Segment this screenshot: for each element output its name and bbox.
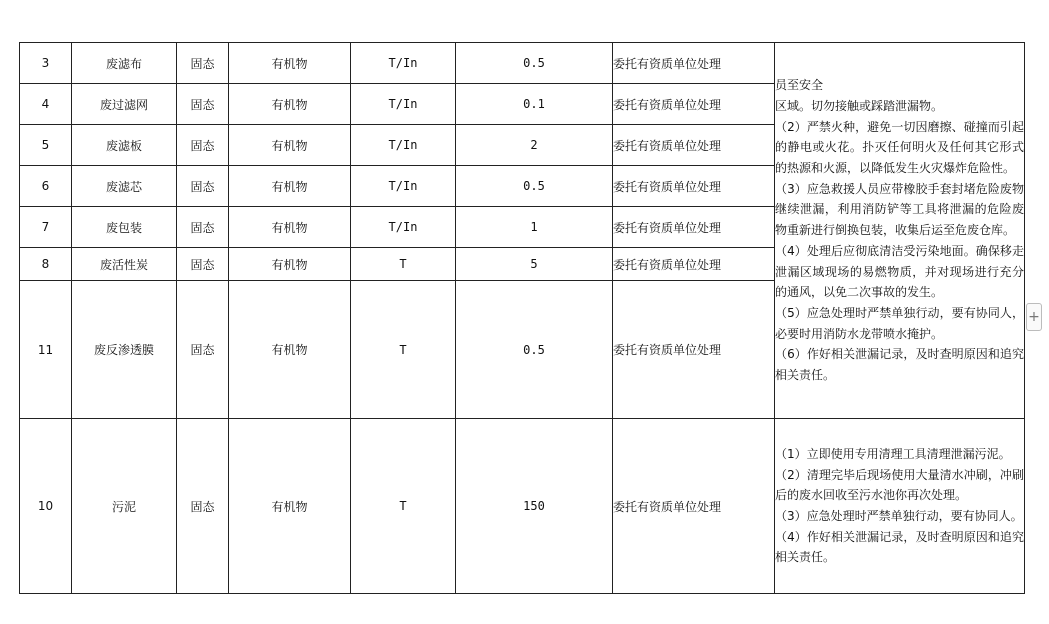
table-row [20,43,1025,84]
waste-type: 有机物 [229,207,351,248]
waste-name: 废过滤网 [72,84,177,125]
hazard-property: T/In [351,84,456,125]
disposal-method: 委托有资质单位处理 [613,248,775,281]
disposal-method: 委托有资质单位处理 [613,419,775,594]
disposal-method: 委托有资质单位处理 [613,166,775,207]
waste-type: 有机物 [229,43,351,84]
measure-line: （1）立即使用专用清理工具清理泄漏污泥。 [775,446,1011,461]
waste-name: 污泥 [72,419,177,594]
row-number: 3 [20,43,72,84]
waste-type: 有机物 [229,125,351,166]
disposal-method: 委托有资质单位处理 [613,84,775,125]
measure-line: （3）应急处理时严禁单独行动，要有协同人。 [775,509,1023,523]
hazard-property: T [351,248,456,281]
emergency-measures-cell [775,43,1025,419]
row-number: 4 [20,84,72,125]
row-number: 10 [20,419,72,594]
hazard-property: T/In [351,207,456,248]
quantity: 0.5 [456,43,613,84]
waste-name: 废包装 [72,207,177,248]
quantity: 5 [456,248,613,281]
measure-line: （2）清理完毕后现场使用大量清水冲刷，冲刷后的废水回收至污水池你再次处理。 [775,467,1024,503]
hazard-property: T [351,281,456,419]
row-number: 8 [20,248,72,281]
waste-form: 固态 [177,248,229,281]
waste-type: 有机物 [229,248,351,281]
row-number: 7 [20,207,72,248]
disposal-method: 委托有资质单位处理 [613,281,775,419]
waste-form: 固态 [177,43,229,84]
waste-form: 固态 [177,207,229,248]
waste-form: 固态 [177,281,229,419]
waste-type: 有机物 [229,84,351,125]
hazardous-waste-table [19,42,1025,594]
measure-line: （4）作好相关泄漏记录，及时查明原因和追究相关责任。 [775,529,1024,565]
sludge-measures-cell [775,419,1025,594]
quantity: 2 [456,125,613,166]
hazard-property: T/In [351,166,456,207]
disposal-method: 委托有资质单位处理 [613,207,775,248]
waste-name: 废反渗透膜 [72,281,177,419]
hazard-property: T [351,419,456,594]
waste-name: 废活性炭 [72,248,177,281]
waste-form: 固态 [177,84,229,125]
table-row [20,419,1025,594]
add-row-plus-icon[interactable]: + [1026,303,1042,331]
waste-form: 固态 [177,166,229,207]
measure-line: 员至安全 [775,78,824,93]
measure-line: 区域。切勿接触或踩踏泄漏物。 [775,98,944,113]
waste-name: 废滤布 [72,43,177,84]
hazard-property: T/In [351,125,456,166]
disposal-method: 委托有资质单位处理 [613,43,775,84]
waste-form: 固态 [177,125,229,166]
waste-type: 有机物 [229,281,351,419]
row-number: 5 [20,125,72,166]
hazard-property: T/In [351,43,456,84]
measure-line: （4）处理后应彻底清洁受污染地面。确保移走泄漏区域现场的易燃物质，并对现场进行充分的通风，以免二次事故的发生。 [775,243,1024,300]
waste-form: 固态 [177,419,229,594]
measure-line: （5）应急处理时严禁单独行动，要有协同人，必要时用消防水龙带喷水掩护。 [775,305,1024,341]
quantity: 0.5 [456,281,613,419]
quantity: 1 [456,207,613,248]
waste-name: 废滤芯 [72,166,177,207]
row-number: 6 [20,166,72,207]
row-number: 11 [20,281,72,419]
measure-line: （6）作好相关泄漏记录，及时查明原因和追究相关责任。 [775,347,1024,383]
waste-name: 废滤板 [72,125,177,166]
quantity: 0.1 [456,84,613,125]
measure-line: （2）严禁火种，避免一切因磨擦、碰撞而引起的静电或火花。扑灭任何明火及任何其它形式的热源和火源，以降低发生火灾爆炸危险性。 [775,119,1024,176]
waste-type: 有机物 [229,419,351,594]
waste-type: 有机物 [229,166,351,207]
quantity: 0.5 [456,166,613,207]
disposal-method: 委托有资质单位处理 [613,125,775,166]
measure-line: （3）应急救援人员应带橡胶手套封堵危险废物继续泄漏，利用消防铲等工具将泄漏的危险废物重新进行倒换包装，收集后运至危废仓库。 [775,181,1024,238]
quantity: 150 [456,419,613,594]
